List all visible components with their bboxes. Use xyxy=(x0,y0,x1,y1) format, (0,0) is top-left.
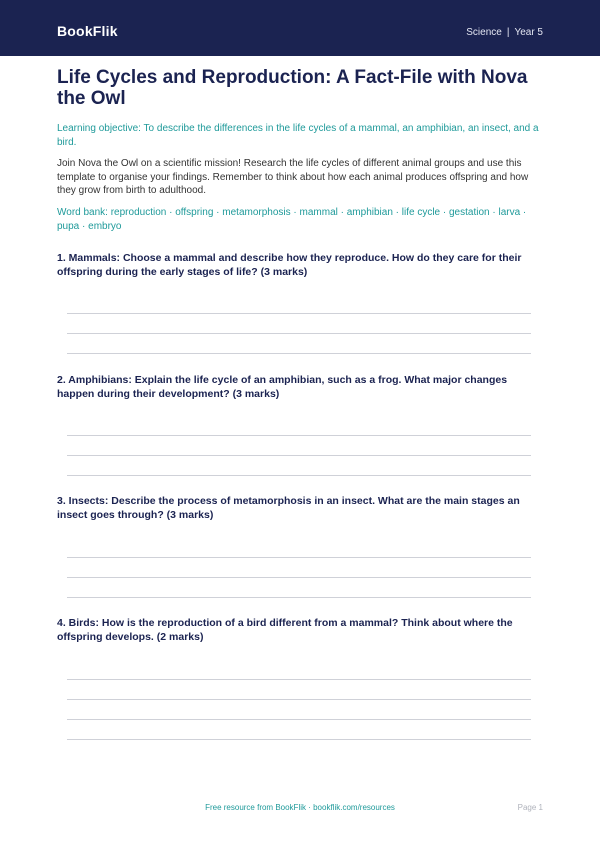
question-1: 1. Mammals: Choose a mammal and describe how they reproduce. How do they care for their offspring during the early stages of life? (3 marks) xyxy=(57,252,522,278)
answer-line[interactable] xyxy=(67,333,531,334)
answer-line[interactable] xyxy=(67,475,531,476)
header-bar xyxy=(0,0,600,56)
answer-line[interactable] xyxy=(67,353,531,354)
footer-credit: Free resource from BookFlik · bookflik.com/resources xyxy=(205,803,395,812)
brand-logo-text: BookFlik xyxy=(57,23,118,39)
answer-line[interactable] xyxy=(67,679,531,680)
question-4: 4. Birds: How is the reproduction of a bird different from a mammal? Think about where the offspring develops. (2 marks) xyxy=(57,617,513,643)
answer-line[interactable] xyxy=(67,313,531,314)
answer-line[interactable] xyxy=(67,739,531,740)
year-label: Year 5 xyxy=(514,27,543,38)
answer-line[interactable] xyxy=(67,557,531,558)
answer-line[interactable] xyxy=(67,435,531,436)
answer-line[interactable] xyxy=(67,597,531,598)
question-3: 3. Insects: Describe the process of metamorphosis in an insect. What are the main stages an insect goes through? (3 marks) xyxy=(57,495,520,521)
subject-year-label xyxy=(466,27,543,38)
word-bank: Word bank: reproduction · offspring · metamorphosis · mammal · amphibian · life cycle · gestation · larva · pupa · embryo xyxy=(57,207,527,232)
meta-separator: | xyxy=(506,27,510,38)
page-number: Page 1 xyxy=(517,803,543,812)
answer-line[interactable] xyxy=(67,699,531,700)
question-2: 2. Amphibians: Explain the life cycle of an amphibian, such as a frog. What major changes happen during their development? (3 marks) xyxy=(57,374,508,400)
answer-line[interactable] xyxy=(67,455,531,456)
page-title: Life Cycles and Reproduction: A Fact-File with Nova the Owl xyxy=(57,67,528,109)
answer-line[interactable] xyxy=(67,719,531,720)
learning-objective: Learning objective: To describe the differences in the life cycles of a mammal, an amphibian, an insect, and a bird. xyxy=(57,123,539,148)
intro-paragraph: Join Nova the Owl on a scientific mission! Research the life cycles of different animal groups and use this template to organise your findings. Remember to think about how each animal produces offspring and how they grow from birth to adulthood. xyxy=(57,158,529,196)
subject-label: Science xyxy=(466,27,502,38)
answer-line[interactable] xyxy=(67,577,531,578)
